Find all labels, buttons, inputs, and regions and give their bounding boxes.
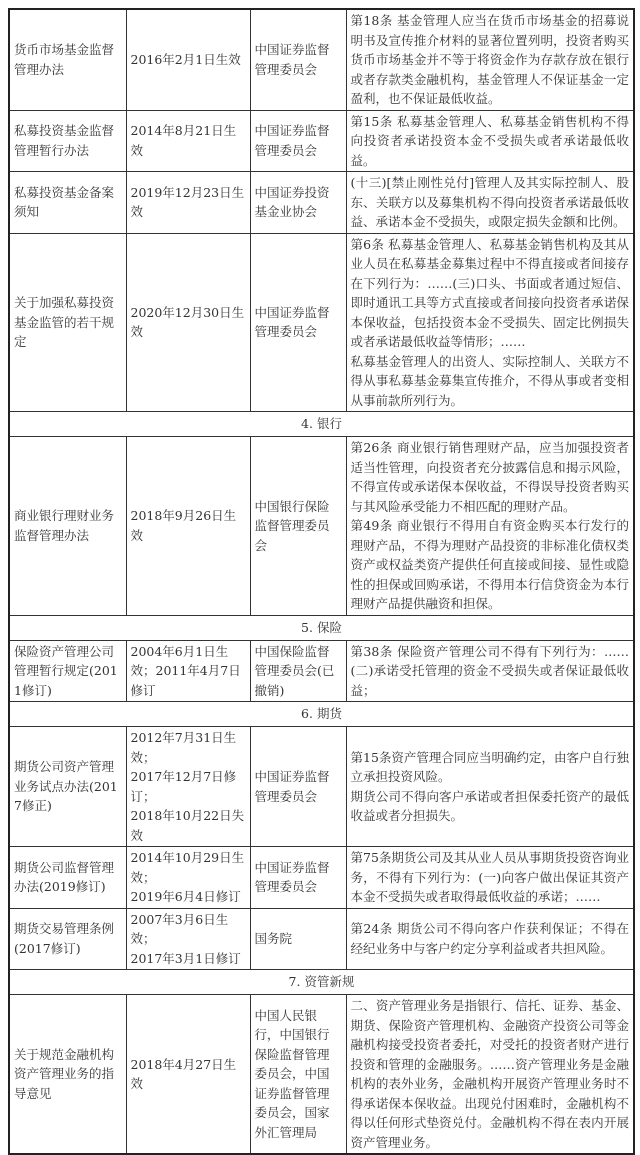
date-line: 2017年12月7日修订； <box>130 769 237 804</box>
effective-date: 2020年12月30日生效 <box>126 233 250 412</box>
provision: 第24条 期货公司不得向客户作获利保证；不得在经纪业务中与客户约定分享利益或者共担风险。 <box>346 908 634 970</box>
provision: 第38条 保险资产管理公司不得有下列行为：……(二)承诺受托管理的资金不受损失或者保证最低收益； <box>346 640 634 702</box>
provision-text: 第49条 商业银行不得用自有资金购买本行发行的理财产品，不得为理财产品投资的非标准化债权类资产或权益类资产提供任何直接或间接、显性或隐性的担保或回购承诺，不得用本行信贷资金为本行理财产品提供融资和担保。 <box>350 518 629 611</box>
effective-date: 2016年2月1日生效 <box>126 9 250 110</box>
date-line: 2018年10月22日失效 <box>130 808 245 843</box>
provision <box>346 437 634 616</box>
date-line: 2019年6月4日修订 <box>130 889 241 904</box>
effective-date: 2004年6月1日生效；2011年4月7日修订 <box>126 640 250 702</box>
regulation-name: 期货公司监督管理办法(2019修订) <box>9 847 126 909</box>
date-line: 2014年10月29日生效； <box>130 850 245 885</box>
section-row <box>9 970 634 995</box>
regulation-name: 商业银行理财业务监督管理办法 <box>9 437 126 616</box>
regulation-name: 保险资产管理公司管理暂行规定(2011修订) <box>9 640 126 702</box>
table-row <box>9 995 634 1155</box>
provision: 二、资产管理业务是指银行、信托、证券、基金、期货、保险资产管理机构、金融资产投资公司等金融机构接受投资者委托，对受托的投资者财产进行投资和管理的金融服务。……资产管理业务是金融机构的表外业务，金融机构开展资产管理业务时不得承诺保本保收益。出现兑付困难时，金融机构不得以任何形式垫资兑付。金融机构不得在表内开展资产管理业务。 <box>346 995 634 1155</box>
date-line: 2017年3月1日修订 <box>130 950 241 966</box>
effective-date: 2019年12月23日生效 <box>126 172 250 234</box>
provision <box>346 233 634 412</box>
regulation-table <box>8 8 635 1155</box>
section-title: 4. 银行 <box>9 412 634 437</box>
table-row <box>9 233 634 412</box>
provision-text: 第6条 私募基金管理人、私募基金销售机构及其从业人员在私募基金募集过程中不得直接或者间接存在下列行为：……(三)口头、书面或者通过短信、即时通讯工具等方式直接或者间接向投资者承诺保本保收益，包括投资本金不受损失、固定比例损失或者承诺最低收益等情形；…… <box>350 236 629 349</box>
provision: 第15条 私募基金管理人、私募基金销售机构不得向投资者承诺投资本金不受损失或者承诺最低收益。 <box>346 110 634 172</box>
issuer: 中国银行保险监督管理委员会 <box>250 437 346 616</box>
regulation-name: 私募投资基金监督管理暂行办法 <box>9 110 126 172</box>
table-row <box>9 437 634 616</box>
regulation-name: 期货公司资产管理业务试点办法(2017修正) <box>9 727 126 847</box>
provision-text: 私募基金管理人的出资人、实际控制人、关联方不得从事私募基金募集宣传推介，不得从事或者变相从事前款所列行为。 <box>350 353 629 408</box>
section-title: 6. 期货 <box>9 702 634 727</box>
issuer: 国务院 <box>250 908 346 970</box>
section-title: 5. 保险 <box>9 615 634 640</box>
issuer: 中国证券监督管理委员会 <box>250 727 346 847</box>
table-row <box>9 908 634 970</box>
regulation-name: 私募投资基金备案须知 <box>9 172 126 234</box>
effective-date: 2014年8月21日生效 <box>126 110 250 172</box>
issuer: 中国保险监督管理委员会(已撤销) <box>250 640 346 702</box>
regulation-name: 货币市场基金监督管理办法 <box>9 9 126 110</box>
provision: 第18条 基金管理人应当在货币市场基金的招募说明书及宣传推介材料的显著位置列明，投资者购买货币市场基金并不等于将资金作为存款存放在银行或者存款类金融机构，基金管理人不保证基金一定盈利，也不保证最低收益。 <box>346 9 634 110</box>
provision-text: 期货公司不得向客户承诺或者担保委托资产的最低收益或者分担损失。 <box>350 788 629 823</box>
date-line: 2007年3月6日生效； <box>130 911 229 946</box>
issuer: 中国证券监督管理委员会 <box>250 9 346 110</box>
table-row <box>9 847 634 909</box>
provision-text: 第15条资产管理合同应当明确约定，由客户自行独立承担投资风险。 <box>350 749 629 784</box>
regulation-name: 期货交易管理条例(2017修订) <box>9 908 126 970</box>
regulation-name: 关于加强私募投资基金监管的若干规定 <box>9 233 126 412</box>
issuer: 中国人民银行，中国银行保险监督管理委员会，中国证券监督管理委员会，国家外汇管理局 <box>250 995 346 1155</box>
effective-date: 2018年9月26日生效 <box>126 437 250 616</box>
table-row <box>9 9 634 110</box>
section-row <box>9 615 634 640</box>
effective-date <box>126 727 250 847</box>
table-row <box>9 640 634 702</box>
effective-date <box>126 908 250 970</box>
provision: (十三)[禁止刚性兑付]管理人及其实际控制人、股东、关联方以及募集机构不得向投资者承诺最低收益、承诺本金不受损失，或限定损失金额和比例。 <box>346 172 634 234</box>
table-row <box>9 110 634 172</box>
issuer: 中国证券监督管理委员会 <box>250 110 346 172</box>
regulation-name: 关于规范金融机构资产管理业务的指导意见 <box>9 995 126 1155</box>
issuer: 中国证券监督管理委员会 <box>250 847 346 909</box>
table-row <box>9 172 634 234</box>
effective-date <box>126 847 250 909</box>
issuer: 中国证券投资基金业协会 <box>250 172 346 234</box>
provision-text: 第26条 商业银行销售理财产品，应当加强投资者适当性管理，向投资者充分披露信息和揭示风险，不得宣传或承诺保本保收益，不得误导投资者购买与其风险承受能力不相匹配的理财产品。 <box>350 440 629 514</box>
provision: 第75条期货公司及其从业人员从事期货投资咨询业务，不得有下列行为：(一)向客户做出保证其资产本金不受损失或者取得最低收益的承诺；…… <box>346 847 634 909</box>
date-line: 2012年7月31日生效； <box>130 730 237 765</box>
issuer: 中国证券监督管理委员会 <box>250 233 346 412</box>
provision <box>346 727 634 847</box>
effective-date: 2018年4月27日生效 <box>126 995 250 1155</box>
section-title: 7. 资管新规 <box>9 970 634 995</box>
section-row <box>9 702 634 727</box>
table-row <box>9 727 634 847</box>
section-row <box>9 412 634 437</box>
